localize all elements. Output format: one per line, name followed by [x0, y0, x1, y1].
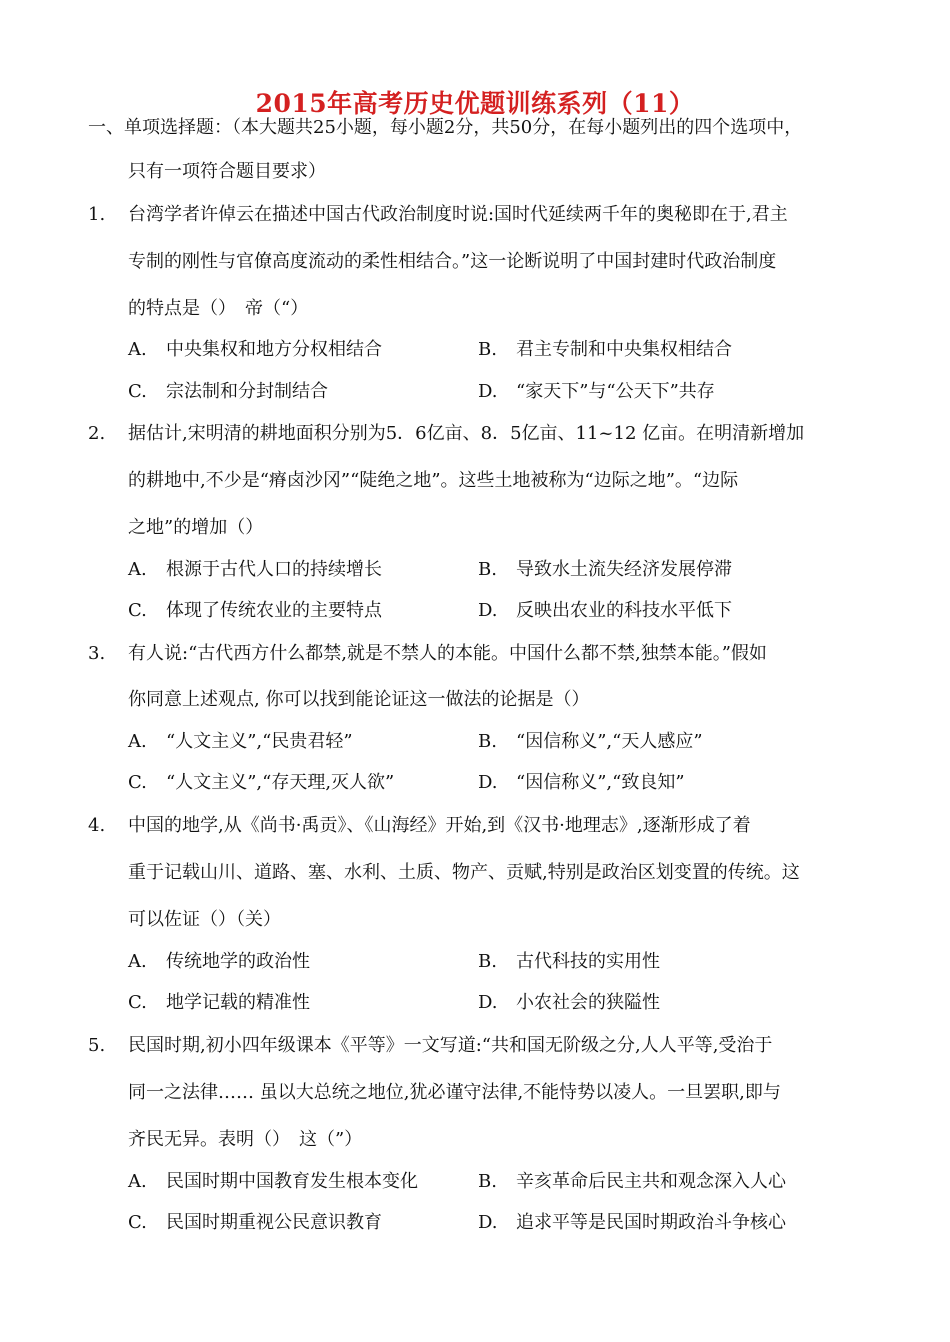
option-c: C. 民国时期重视公民意识教育 [128, 1212, 382, 1233]
question-text-line: 民国时期,初小四年级课本《平等》一文写道:“共和国无阶级之分,人人平等,受治于 [128, 1035, 773, 1056]
option-a: A. 根源于古代人口的持续增长 [128, 559, 382, 580]
option-c: C. 体现了传统农业的主要特点 [128, 600, 382, 621]
question-text-line: 你同意上述观点, 你可以找到能论证这一做法的论据是（） [128, 689, 590, 710]
option-c: C. 地学记载的精准性 [128, 992, 310, 1013]
question-text-line: 的耕地中,不少是“瘠卤沙冈”“陡绝之地”。这些土地被称为“边际之地”。“边际 [128, 470, 739, 491]
option-d: D. 反映出农业的科技水平低下 [478, 600, 732, 621]
option-a: A. 民国时期中国教育发生根本变化 [128, 1171, 418, 1192]
option-d: D. “因信称义”,“致良知” [478, 772, 685, 793]
option-a: A. 中央集权和地方分权相结合 [128, 339, 382, 360]
option-b: B. 君主专制和中央集权相结合 [478, 339, 732, 360]
question-text-line: 据估计,宋明清的耕地面积分别为5．6亿亩、8．5亿亩、11~12 亿亩。在明清新增加 [128, 423, 805, 444]
question-text-line: 重于记载山川、道路、塞、水利、土质、物产、贡赋,特别是政治区划变置的传统。这 [128, 862, 800, 883]
option-a: A. “人文主义”,“民贵君轻” [128, 731, 353, 752]
question-text-line: 可以佐证（）（关） [128, 909, 281, 930]
page-title: 2015年高考历史优题训练系列（11） [255, 89, 695, 118]
instructions-line-1: 一、单项选择题：（本大题共25小题，每小题2分，共50分，在每小题列出的四个选项中， [88, 117, 803, 138]
question-text-line: 中国的地学,从《尚书·禹贡》、《山海经》开始,到《汉书·地理志》,逐渐形成了着 [128, 815, 751, 836]
option-c: C. 宗法制和分封制结合 [128, 381, 328, 402]
question-number: 2. [88, 423, 106, 444]
question-text-line: 有人说:“古代西方什么都禁,就是不禁人的本能。中国什么都不禁,独禁本能。”假如 [128, 643, 767, 664]
option-b: B. 古代科技的实用性 [478, 951, 660, 972]
question-number: 3. [88, 643, 106, 664]
question-text-line: 齐民无异。表明（） 这（”） [128, 1129, 363, 1150]
question-number: 4. [88, 815, 106, 836]
question-text-line: 专制的刚性与官僚高度流动的柔性相结合。”这一论断说明了中国封建时代政治制度 [128, 251, 777, 272]
option-d: D. 小农社会的狭隘性 [478, 992, 660, 1013]
question-text-line: 之地”的增加（） [128, 517, 264, 538]
option-c: C. “人文主义”,“存天理,灭人欲” [128, 772, 395, 793]
question-number: 1. [88, 204, 106, 225]
option-a: A. 传统地学的政治性 [128, 951, 310, 972]
question-text-line: 台湾学者许倬云在描述中国古代政治制度时说:国时代延续两千年的奥秘即在于,君主 [128, 204, 788, 225]
question-text-line: 的特点是（） 帝（“） [128, 298, 309, 319]
question-number: 5. [88, 1035, 106, 1056]
instructions-line-2: 只有一项符合题目要求） [128, 161, 326, 182]
option-b: B. 导致水土流失经济发展停滞 [478, 559, 732, 580]
option-d: D. “家天下”与“公天下”共存 [478, 381, 715, 402]
question-text-line: 同一之法律…… 虽以大总统之地位,犹必谨守法律,不能恃势以凌人。一旦罢职,即与 [128, 1082, 781, 1103]
option-d: D. 追求平等是民国时期政治斗争核心 [478, 1212, 786, 1233]
option-b: B. “因信称义”,“天人感应” [478, 731, 703, 752]
option-b: B. 辛亥革命后民主共和观念深入人心 [478, 1171, 786, 1192]
